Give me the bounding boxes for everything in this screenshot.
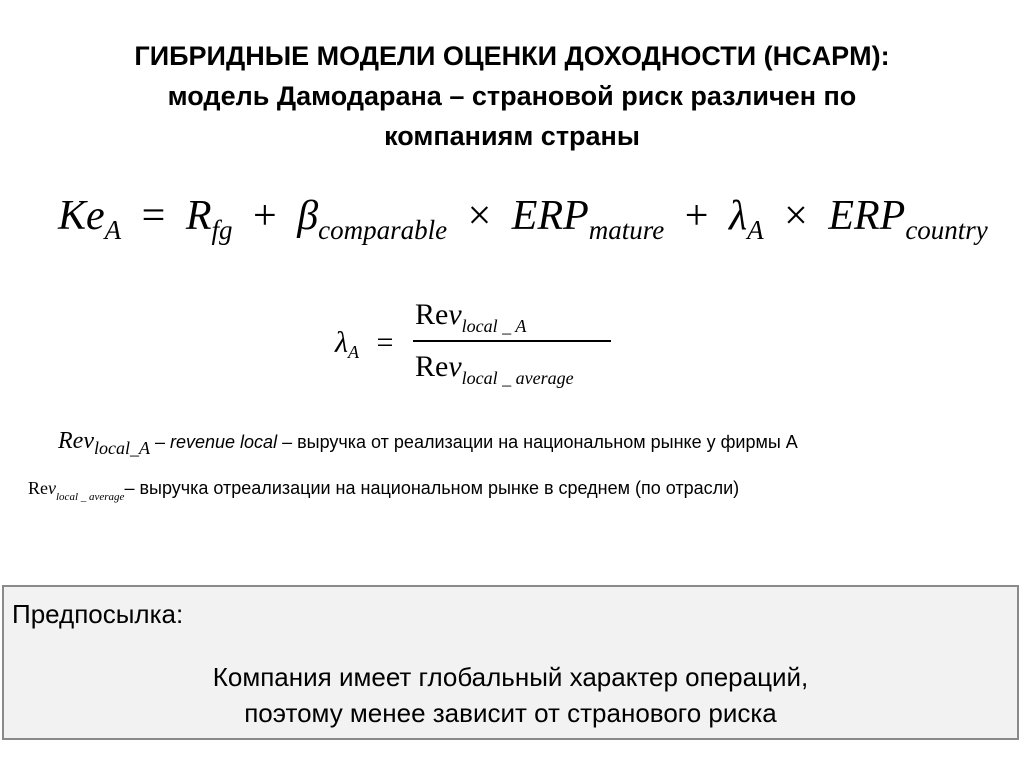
erp-country-subscript: country bbox=[905, 215, 988, 245]
def1-text: – выручка от реализации на национальном рынке у фирмы А bbox=[277, 432, 798, 452]
ke-symbol: Ke bbox=[58, 193, 105, 239]
definition-rev-local-a: Rev$_{local\_A}$ – revenue local – выручка от реализации на национальном рынке у фирмы А bbox=[58, 428, 798, 458]
title-line-2: модель Дамодарана – страновой риск различен по bbox=[167, 81, 857, 111]
numerator-v: v bbox=[448, 298, 462, 331]
def2-symbol-re: Re bbox=[28, 478, 48, 498]
lambda-lhs-subscript: A bbox=[348, 342, 359, 362]
rf-symbol: R bbox=[185, 193, 212, 239]
erp-mature-symbol: ERP bbox=[511, 193, 589, 239]
plus-sign-2: + bbox=[684, 193, 709, 239]
equals-sign: = bbox=[141, 193, 166, 239]
times-sign-1: × bbox=[467, 193, 492, 239]
def2-symbol bbox=[28, 478, 125, 503]
lambda-lhs bbox=[335, 326, 393, 360]
def1-symbol-subscript: local_A bbox=[93, 438, 150, 458]
def1-term: revenue local bbox=[170, 432, 278, 452]
lambda-equals: = bbox=[376, 326, 394, 359]
title-line-1: ГИБРИДНЫЕ МОДЕЛИ ОЦЕНКИ ДОХОДНОСТИ (HCAPM): bbox=[134, 41, 890, 71]
ke-subscript: A bbox=[104, 215, 122, 245]
lambda-symbol: λ bbox=[728, 193, 748, 239]
denominator-re: Re bbox=[415, 350, 449, 383]
def1-symbol bbox=[58, 428, 150, 458]
erp-country-symbol: ERP bbox=[828, 193, 906, 239]
title-line-3: компаниям страны bbox=[384, 121, 640, 151]
premise-line-2: поэтому менее зависит от странового риска bbox=[244, 698, 777, 728]
def2-text: – выручка отреализации на национальном рынке в среднем (по отрасли) bbox=[124, 478, 740, 498]
premise-label: Предпосылка: bbox=[12, 599, 184, 629]
beta-subscript: comparable bbox=[318, 215, 448, 245]
lambda-formula bbox=[335, 298, 635, 398]
beta-symbol: β bbox=[297, 193, 319, 239]
premise-box bbox=[2, 585, 1019, 740]
def1-symbol-main: Rev bbox=[58, 428, 94, 454]
fraction-numerator bbox=[415, 298, 527, 336]
plus-sign-1: + bbox=[253, 193, 277, 239]
denominator-subscript: local _ average bbox=[461, 368, 574, 388]
times-sign-2: × bbox=[784, 193, 808, 239]
slide-title bbox=[20, 36, 1004, 156]
premise-body bbox=[4, 659, 1017, 731]
rf-subscript: fg bbox=[211, 215, 233, 245]
numerator-re: Re bbox=[415, 298, 449, 331]
capm-formula bbox=[58, 190, 988, 250]
fraction-denominator bbox=[415, 350, 574, 388]
denominator-v: v bbox=[448, 350, 462, 383]
lambda-subscript: A bbox=[747, 215, 764, 245]
definition-rev-local-average bbox=[28, 478, 740, 503]
lambda-lhs-symbol: λ bbox=[335, 326, 348, 359]
def2-symbol-subscript: local _ average bbox=[56, 491, 125, 503]
def2-symbol-v: v bbox=[48, 478, 56, 498]
erp-mature-subscript: mature bbox=[588, 215, 665, 245]
fraction-bar bbox=[413, 340, 611, 342]
premise-line-1: Компания имеет глобальный характер операций, bbox=[212, 662, 809, 692]
numerator-subscript: local _ A bbox=[461, 316, 527, 336]
